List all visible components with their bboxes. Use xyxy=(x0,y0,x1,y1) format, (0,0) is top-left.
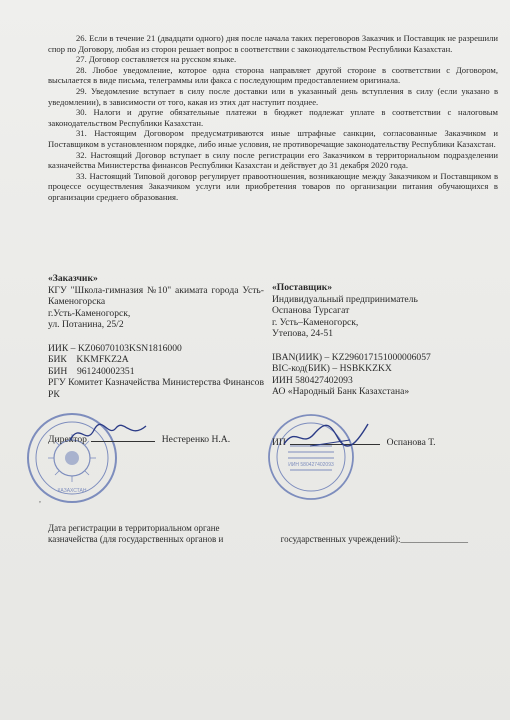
customer-city: г.Усть-Каменогорск, xyxy=(48,307,131,319)
customer-signer-title: Директор xyxy=(48,434,87,445)
footer-line-2-right: государственных учреждений):_______________ xyxy=(280,534,468,544)
supplier-bic: BIC-код(БИК) – HSBKKZKX xyxy=(272,363,392,375)
supplier-type: Индивидуальный предприниматель xyxy=(272,293,418,305)
supplier-signer-title: ИП xyxy=(272,437,286,448)
customer-details xyxy=(48,273,264,401)
clause-29: 29. Уведомление вступает в силу после доставки или в указанный день вступления в силу (если указано в уведомлении), в зависимости от того, какая из этих дат наступит позднее. xyxy=(48,85,498,107)
customer-seal-text: КАЗАХСТАН xyxy=(57,488,87,494)
customer-bin: БИН 961240002351 xyxy=(48,365,135,377)
registration-footer xyxy=(48,523,468,545)
footer-line-1: Дата регистрации в территориальном органе xyxy=(48,523,220,533)
customer-signer-name: Нестеренко Н.А. xyxy=(161,434,231,445)
clause-33: 33. Настоящий Типовой договор регулирует правоотношения, возникающие между Заказчиком и Поставщиком в процессе осуществления Заказчиком услуги или приобретения товаров по организации питания обучающихся в организации среднего образования. xyxy=(48,170,498,202)
supplier-street: Утепова, 24-51 xyxy=(272,328,334,340)
clause-27: 27. Договор составляется на русском языке. xyxy=(76,54,237,65)
supplier-heading: «Поставщик» xyxy=(272,282,333,293)
customer-heading: «Заказчик» xyxy=(48,273,98,284)
supplier-signer-name: Оспанова Т. xyxy=(386,437,436,448)
clause-32: 32. Настоящий Договор вступает в силу после регистрации его Заказчиком в территориальном подразделении казначейства Министерства финансов Республики Казахстан и действует до 31 декабря 2020 года. xyxy=(48,149,498,171)
margin-mark: , xyxy=(39,495,41,504)
clause-26: 26. Если в течение 21 (двадцати одного) дня после начала таких переговоров Заказчик и Поставщик не разрешили спор по Договору, любая из сторон решает вопрос в соответствии с законодательством Республики Казахстан. xyxy=(48,33,498,54)
supplier-iban: IBAN(ИИК) – KZ296017151000006057 xyxy=(272,351,431,363)
supplier-bank: АО «Народный Банк Казахстана» xyxy=(272,386,410,398)
supplier-iin: ИИН 580427402093 xyxy=(272,374,353,386)
clause-30: 30. Налоги и другие обязательные платежи в бюджет подлежат уплате в соответствии с налоговым законодательством Республики Казахстан. xyxy=(48,107,498,128)
supplier-city: г. Усть–Каменогорск, xyxy=(272,316,359,328)
customer-signature xyxy=(68,418,148,448)
clause-28: 28. Любое уведомление, которое одна сторона направляет другой стороне в соответствии с Договором, высылается в виде письма, телеграммы или факса с последующим предоставлением оригинала. xyxy=(48,64,498,86)
customer-rgu: РГУ Комитет Казначейства Министерства Финансов РК xyxy=(48,377,264,400)
supplier-details xyxy=(272,282,500,398)
customer-iik: ИИК – KZ06070103KSN1816000 xyxy=(48,342,182,354)
supplier-seal-text: ИИН 580427402093 xyxy=(288,462,334,468)
customer-street: ул. Потанина, 25/2 xyxy=(48,319,124,331)
customer-name: КГУ "Школа-гимназия №10" акимата города Усть-Каменогорска xyxy=(48,284,264,308)
contract-clauses xyxy=(48,33,498,203)
supplier-signature xyxy=(280,418,370,454)
customer-bik: БИК KKMFKZ2A xyxy=(48,354,129,366)
footer-line-2-left: казначейства (для государственных органов и xyxy=(48,534,224,544)
supplier-name: Оспанова Турсагат xyxy=(272,305,350,317)
clause-31: 31. Настоящим Договором предусматриваются иные штрафные санкции, согласованные Заказчиком и Поставщиком в установленном порядке, либо иные условия, не противоречащие законодательству Республики Казахстан. xyxy=(48,128,498,149)
